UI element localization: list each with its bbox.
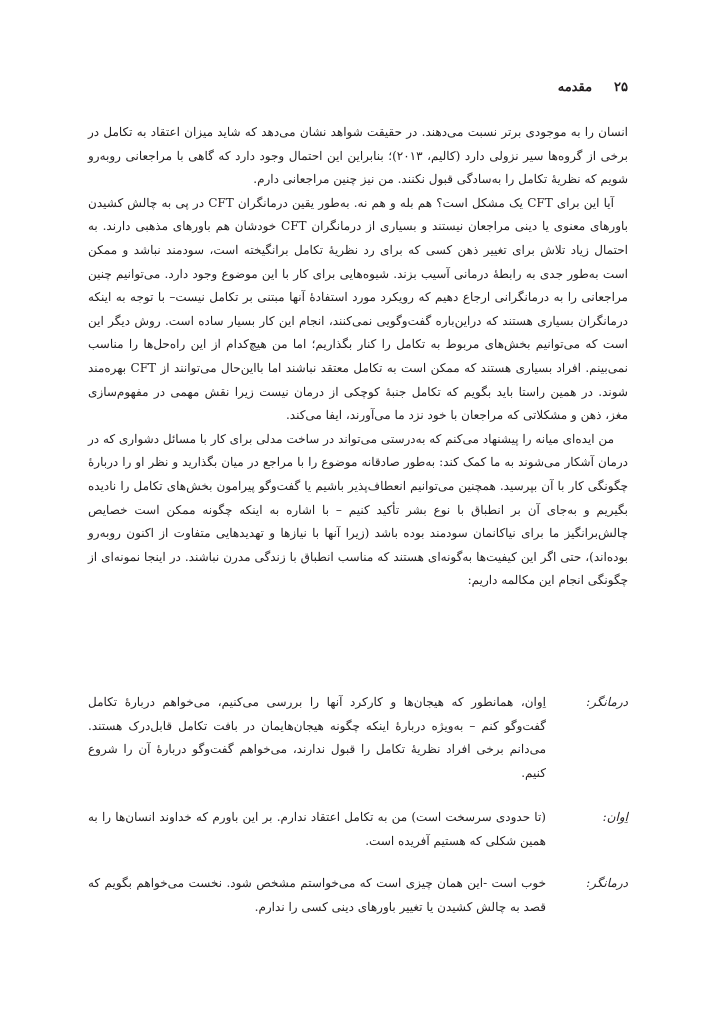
section-title: مقدمه bbox=[557, 80, 593, 95]
dialogue-entry bbox=[88, 806, 628, 853]
speaker-label: اِوان: bbox=[602, 810, 628, 824]
speech-text: اِوان، همانطور که هیجان‌ها و کارکرد آنها را بررسی می‌کنیم، می‌خواهم دربارهٔ تکامل گفت‌وگو کنم – به‌ویژه دربارهٔ اینکه چگونه هیجان‌هایمان در بافت تکامل قابل‌درک هستند. می‌دانم برخی افراد نظریهٔ تکامل را قبول ندارند، می‌خواهم گفت‌وگو دربارهٔ آن را شروع کنیم. bbox=[88, 695, 546, 780]
speaker-label: درمانگر: bbox=[586, 695, 628, 709]
paragraph: آیا این برای CFT یک مشکل است؟ هم بله و هم نه. به‌طور یقین درمانگران CFT در پی به چالش کشیدن باورهای معنوی یا دینی مراجعان نیستند و بسیاری از درمانگران CFT خودشان هم باورهای مذهبی دارند. به احتمال زیاد تلاش برای تغییر ذهن کسی که برای رد نظریهٔ تکامل برانگیخته است، سودمند نباشد و ممکن است به‌طور جدی به رابطهٔ درمانی آسیب بزند. شیوه‌هایی برای کار با این موضوع وجود دارد. می‌توانیم چنین مراجعانی را به درمانگرانی ارجاع دهیم که رویکرد مورد استفادهٔ آنها مبتنی بر تکامل نیست– با توجه به اینکه درمانگران بسیاری هستند که دراین‌باره گفت‌وگویی نمی‌کنند، انجام این کار بسیار ساده است. روش دیگر این است که می‌توانیم بخش‌های مربوط به تکامل را کنار بگذاریم؛ اما من هیچ‌کدام از این راه‌حل‌ها را مناسب نمی‌بینم. افراد بسیاری هستند که ممکن است به تکامل معتقد نباشند اما بااین‌حال می‌توانند از CFT بهره‌مند شوند. در همین راستا باید بگویم که تکامل جنبهٔ کوچکی از درمان نیست زیرا نقش مهمی در مفهوم‌سازی مغز، ذهن و مشکلاتی که مراجعان با خود نزد ما می‌آورند، ایفا می‌کند. bbox=[88, 195, 628, 423]
speech-text: (تا حدودی سرسخت است) من به تکامل اعتقاد ندارم. بر این باورم که خداوند انسان‌ها را به همین شکلی که هستیم آفریده است. bbox=[88, 810, 546, 848]
body-text bbox=[88, 121, 628, 593]
page-number: ۲۵ bbox=[614, 80, 628, 95]
running-header bbox=[88, 80, 628, 106]
speaker-label: درمانگر: bbox=[586, 876, 628, 890]
paragraph: من ایده‌ای میانه را پیشنهاد می‌کنم که به‌درستی می‌تواند در ساخت مدلی برای کار با مسائل دشواری که در درمان آشکار می‌شوند به ما کمک کند: به‌طور صادقانه موضوع را با مراجع در میان بگذارید و نظر او را دربارهٔ چگونگی کار با آن بپرسید. همچنین می‌توانیم انعطاف‌پذیر باشیم یا گفت‌وگو پیرامون بخش‌های تکامل را نادیده بگیریم و به‌جای آن بر انطباق با نوع بشر تأکید کنیم – با اشاره به اینکه چگونه ممکن است خصایص چالش‌برانگیز ما برای نیاکانمان سودمند بوده باشد (زیرا آنها با نیازها و تهدیدهایی متفاوت از اکنون روبه‌رو بوده‌اند)، حتی اگر این کیفیت‌ها به‌گونه‌ای هستند که مناسب انطباق با زندگی مدرن نباشند. در اینجا نمونه‌ای از چگونگی انجام این مکالمه داریم: bbox=[88, 431, 628, 588]
dialogue-entry bbox=[88, 872, 628, 919]
speech-text: خوب است -این همان چیزی است که می‌خواستم مشخص شود. نخست می‌خواهم بگویم که قصد به چالش کشیدن یا تغییر باورهای دینی کسی را ندارم. bbox=[88, 876, 546, 914]
dialogue-entry bbox=[88, 691, 628, 785]
paragraph: انسان را به موجودی برتر نسبت می‌دهند. در حقیقت شواهد نشان می‌دهد که شاید میزان اعتقاد به تکامل در برخی از گروه‌ها سیر نزولی دارد (کالیم، ۲۰۱۳)؛ بنابراین این احتمال وجود دارد که گاهی با مراجعانی روبه‌رو شویم که نظریهٔ تکامل را به‌سادگی قبول نکنند. من نیز چنین مراجعانی دارم. bbox=[88, 125, 628, 187]
